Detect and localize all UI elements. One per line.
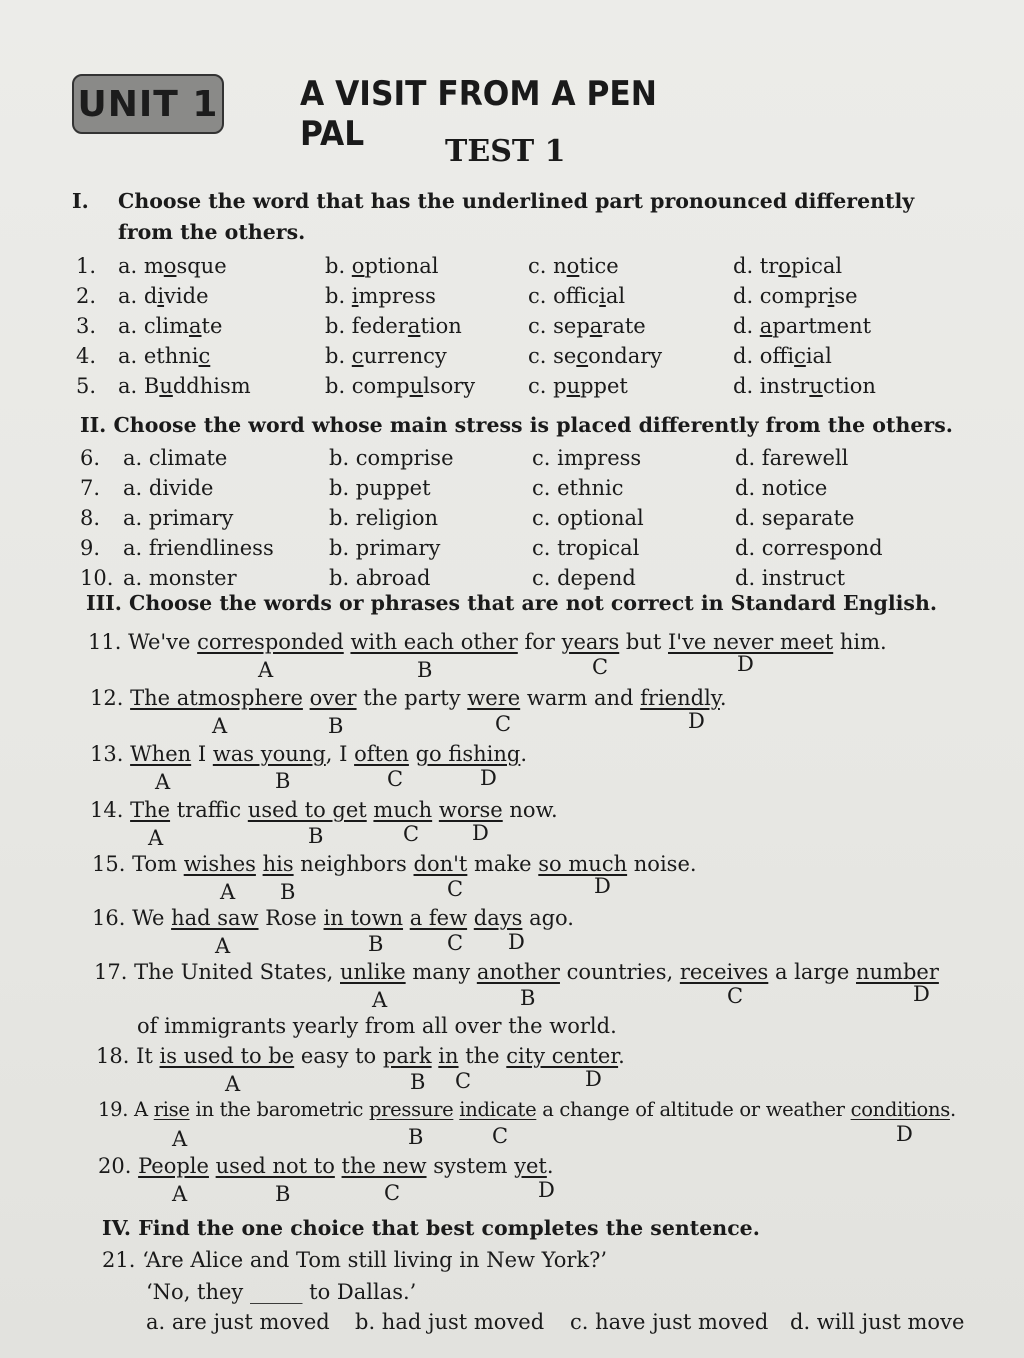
part-c: in [438, 1044, 459, 1068]
part-b: in town [323, 906, 404, 930]
heading-line: Choose the word whose main stress is placed differently from the others. [113, 413, 953, 437]
option-b: b. comprise [329, 446, 454, 470]
option-d: d. tropical [733, 254, 843, 278]
part-c: years [561, 630, 620, 654]
sentence-text: . [618, 1044, 625, 1068]
option-d: d. instruction [733, 374, 876, 398]
label-c: C [495, 712, 512, 736]
label-c: C [384, 1181, 401, 1205]
question-number: 7. [80, 476, 101, 500]
part-a: had saw [171, 906, 259, 930]
question-number: 8. [80, 506, 101, 530]
option-a: a. Buddhism [118, 374, 251, 398]
error-question-17 [94, 960, 939, 984]
label-d: D [585, 1067, 602, 1091]
label-c: C [455, 1069, 472, 1093]
option-a: a. monster [123, 566, 237, 590]
question-number: 6. [80, 446, 101, 470]
sentence-text: A [134, 1098, 154, 1121]
question-row [0, 446, 1024, 476]
label-d: D [688, 709, 705, 733]
question-number: 11. [88, 630, 122, 654]
sentence-text: noise. [627, 852, 697, 876]
option-b: b. puppet [329, 476, 431, 500]
label-a: A [155, 770, 171, 794]
test-title: TEST 1 [445, 134, 566, 169]
option-c: c. secondary [528, 344, 663, 368]
question-number: 9. [80, 536, 101, 560]
label-c: C [492, 1124, 509, 1148]
question-row [0, 536, 1024, 566]
label-b: B [280, 880, 296, 904]
question-number: 15. [92, 852, 126, 876]
sentence-text: him. [833, 630, 887, 654]
option-c: c. optional [532, 506, 644, 530]
unit-badge: UNIT 1 [72, 74, 224, 134]
part-b: with each other [350, 630, 518, 654]
option-d: d. notice [735, 476, 828, 500]
sentence-text: for [517, 630, 562, 654]
sentence-text: We [132, 906, 172, 930]
sentence-text: We've [128, 630, 198, 654]
option-c: c. tropical [532, 536, 640, 560]
section-4-heading [102, 1213, 1002, 1244]
sentence-text [303, 686, 310, 710]
sentence-text: traffic [170, 798, 248, 822]
question-21-line2 [146, 1280, 416, 1304]
question-number: 18. [96, 1044, 130, 1068]
option-b: b. compulsory [325, 374, 476, 398]
question-21 [102, 1248, 607, 1272]
label-b: B [275, 1182, 291, 1206]
option-a: a. are just moved [146, 1310, 330, 1334]
part-b: another [476, 960, 560, 984]
sentence-text: The United States, [134, 960, 340, 984]
part-a: People [138, 1154, 209, 1178]
question-number: 20. [98, 1154, 132, 1178]
part-a: The [130, 798, 171, 822]
label-d: D [472, 821, 489, 845]
option-a: a. divide [123, 476, 214, 500]
label-b: B [410, 1070, 426, 1094]
error-question-15 [92, 852, 697, 876]
question-number: 14. [90, 798, 124, 822]
option-c: c. depend [532, 566, 636, 590]
part-c: were [467, 686, 521, 710]
part-d: I've never meet [668, 630, 834, 654]
part-a: When [130, 742, 192, 766]
question-row [0, 284, 1024, 314]
section-number: IV. [102, 1216, 132, 1240]
question-number: 1. [76, 254, 97, 278]
part-b: used to get [247, 798, 367, 822]
part-d: days [473, 906, 523, 930]
part-b: his [262, 852, 294, 876]
label-d: D [896, 1122, 913, 1146]
part-d: conditions [850, 1098, 950, 1121]
part-d: city center [506, 1044, 619, 1068]
question-number: 16. [92, 906, 126, 930]
part-b: over [309, 686, 357, 710]
label-b: B [308, 824, 324, 848]
label-b: B [328, 714, 344, 738]
sentence-text [432, 798, 439, 822]
sentence-text: the [458, 1044, 507, 1068]
answer-blank: _____ [249, 1280, 303, 1304]
sentence-text: many [405, 960, 477, 984]
option-a: a. climate [123, 446, 228, 470]
sentence-text: the party [356, 686, 468, 710]
label-c: C [447, 877, 464, 901]
part-c: much [373, 798, 433, 822]
part-a: corresponded [197, 630, 344, 654]
label-b: B [275, 769, 291, 793]
section-1-heading [72, 186, 972, 248]
part-d: yet [514, 1154, 547, 1178]
option-d: d. will just move [790, 1310, 965, 1334]
part-d: number [856, 960, 939, 984]
label-d: D [594, 874, 611, 898]
label-a: A [172, 1127, 188, 1151]
part-c: the new [341, 1154, 427, 1178]
sentence-text: in the barometric [189, 1098, 369, 1121]
sentence-text: warm and [520, 686, 641, 710]
option-c: c. separate [528, 314, 646, 338]
heading-line: Choose the words or phrases that are not correct in Standard English. [129, 591, 938, 615]
sentence-text: easy to [294, 1044, 383, 1068]
option-d: d. comprise [733, 284, 858, 308]
question-number: 21. [102, 1248, 136, 1272]
heading-line: Find the one choice that best completes the sentence. [138, 1216, 760, 1240]
sentence-continuation: of immigrants yearly from all over the world. [137, 1014, 617, 1038]
question-text: to Dallas.’ [302, 1280, 417, 1304]
section-number: II. [80, 413, 107, 437]
question-number: 4. [76, 344, 97, 368]
label-a: A [172, 1182, 188, 1206]
unit-title: A VISIT FROM A PEN PAL [300, 74, 657, 154]
part-c: indicate [459, 1098, 537, 1121]
section-number: III. [86, 591, 122, 615]
sentence-text: a large [768, 960, 856, 984]
sentence-text: Tom [132, 852, 184, 876]
question-row [0, 344, 1024, 374]
option-d: d. official [733, 344, 832, 368]
part-d: friendly [640, 686, 720, 710]
question-text: ‘Are Alice and Tom still living in New York?’ [142, 1248, 608, 1272]
section-3-heading [86, 588, 1006, 619]
section-2-heading [80, 410, 1000, 441]
sentence-text: neighbors [293, 852, 414, 876]
part-d: so much [538, 852, 628, 876]
option-b: b. impress [325, 284, 436, 308]
error-question-13 [90, 742, 527, 766]
part-c: often [354, 742, 409, 766]
label-a: A [212, 714, 228, 738]
question-row [0, 476, 1024, 506]
option-b: b. currency [325, 344, 447, 368]
option-c: c. impress [532, 446, 642, 470]
part-a: rise [153, 1098, 190, 1121]
option-d: d. correspond [735, 536, 883, 560]
option-a: a. climate [118, 314, 223, 338]
question-row [0, 314, 1024, 344]
option-c: c. official [528, 284, 626, 308]
label-a: A [148, 826, 164, 850]
option-b: b. primary [329, 536, 441, 560]
label-b: B [417, 658, 433, 682]
part-b: park [382, 1044, 432, 1068]
part-b: used not to [215, 1154, 335, 1178]
option-d: d. separate [735, 506, 855, 530]
option-c: c. ethnic [532, 476, 624, 500]
part-a: is used to be [159, 1044, 295, 1068]
sentence-text: . [520, 742, 528, 766]
question-number: 13. [90, 742, 124, 766]
question-number: 17. [94, 960, 128, 984]
error-question-14 [90, 798, 558, 822]
error-question-11 [88, 630, 887, 654]
sentence-text: system [426, 1154, 515, 1178]
option-b: b. religion [329, 506, 439, 530]
label-a: A [225, 1072, 241, 1096]
sentence-text: a change of altitude or weather [536, 1098, 851, 1121]
label-b: B [368, 932, 384, 956]
question-number: 19. [98, 1098, 129, 1121]
option-d: d. apartment [733, 314, 872, 338]
question-row [0, 254, 1024, 284]
option-a: a. divide [118, 284, 209, 308]
part-b: was young [212, 742, 326, 766]
error-question-16 [92, 906, 574, 930]
label-d: D [480, 766, 497, 790]
label-a: A [372, 988, 388, 1012]
label-b: B [408, 1125, 424, 1149]
question-row [0, 374, 1024, 404]
sentence-text [409, 742, 416, 766]
question-text: ‘No, they [146, 1280, 250, 1304]
label-c: C [403, 822, 420, 846]
question-number: 10. [80, 566, 114, 590]
option-b: b. had just moved [355, 1310, 545, 1334]
sentence-text: make [467, 852, 539, 876]
error-question-20 [98, 1154, 554, 1178]
heading-line: Choose the word that has the underlined part pronounced differently [118, 189, 915, 213]
label-c: C [727, 984, 744, 1008]
part-a: unlike [340, 960, 406, 984]
question-number: 3. [76, 314, 97, 338]
sentence-text: . [546, 1154, 554, 1178]
option-a: a. ethnic [118, 344, 211, 368]
sentence-text [209, 1154, 216, 1178]
sentence-text: but [619, 630, 668, 654]
sentence-text: . [949, 1098, 956, 1121]
error-question-19 [98, 1098, 956, 1121]
label-c: C [592, 655, 609, 679]
sentence-text: I [191, 742, 213, 766]
sentence-text: , I [325, 742, 355, 766]
option-b: b. federation [325, 314, 462, 338]
section-number: I. [72, 189, 89, 213]
sentence-text: ago. [522, 906, 574, 930]
label-d: D [913, 982, 930, 1006]
sentence-text: countries, [559, 960, 680, 984]
question-21-options [0, 1310, 1024, 1340]
label-a: A [220, 880, 236, 904]
sentence-text: It [136, 1044, 160, 1068]
option-a: a. friendliness [123, 536, 274, 560]
option-c: c. notice [528, 254, 619, 278]
sentence-text: now. [502, 798, 558, 822]
question-number: 12. [90, 686, 124, 710]
option-d: d. instruct [735, 566, 846, 590]
sentence-text [403, 906, 410, 930]
label-d: D [508, 930, 525, 954]
part-c: a few [409, 906, 468, 930]
part-d: go fishing [415, 742, 521, 766]
option-b: b. abroad [329, 566, 431, 590]
option-b: b. optional [325, 254, 439, 278]
option-c: c. have just moved [570, 1310, 769, 1334]
label-b: B [520, 986, 536, 1010]
part-c: don't [413, 852, 468, 876]
sentence-text [335, 1154, 342, 1178]
error-question-12 [90, 686, 727, 710]
part-a: The atmosphere [130, 686, 303, 710]
part-d: worse [438, 798, 503, 822]
option-a: a. mosque [118, 254, 227, 278]
question-row [0, 506, 1024, 536]
label-a: A [258, 658, 274, 682]
sentence-text [467, 906, 474, 930]
sentence-text [256, 852, 263, 876]
part-c: receives [679, 960, 769, 984]
option-a: a. primary [123, 506, 234, 530]
question-number: 5. [76, 374, 97, 398]
part-b: pressure [368, 1098, 454, 1121]
option-d: d. farewell [735, 446, 849, 470]
part-a: wishes [183, 852, 256, 876]
question-number: 2. [76, 284, 97, 308]
sentence-text: Rose [258, 906, 324, 930]
label-c: C [447, 931, 464, 955]
label-d: D [737, 652, 754, 676]
label-d: D [538, 1178, 555, 1202]
option-c: c. puppet [528, 374, 628, 398]
error-question-18 [96, 1044, 625, 1068]
label-a: A [215, 934, 231, 958]
heading-line: from the others. [118, 220, 306, 244]
sentence-text: . [719, 686, 727, 710]
label-c: C [387, 767, 404, 791]
